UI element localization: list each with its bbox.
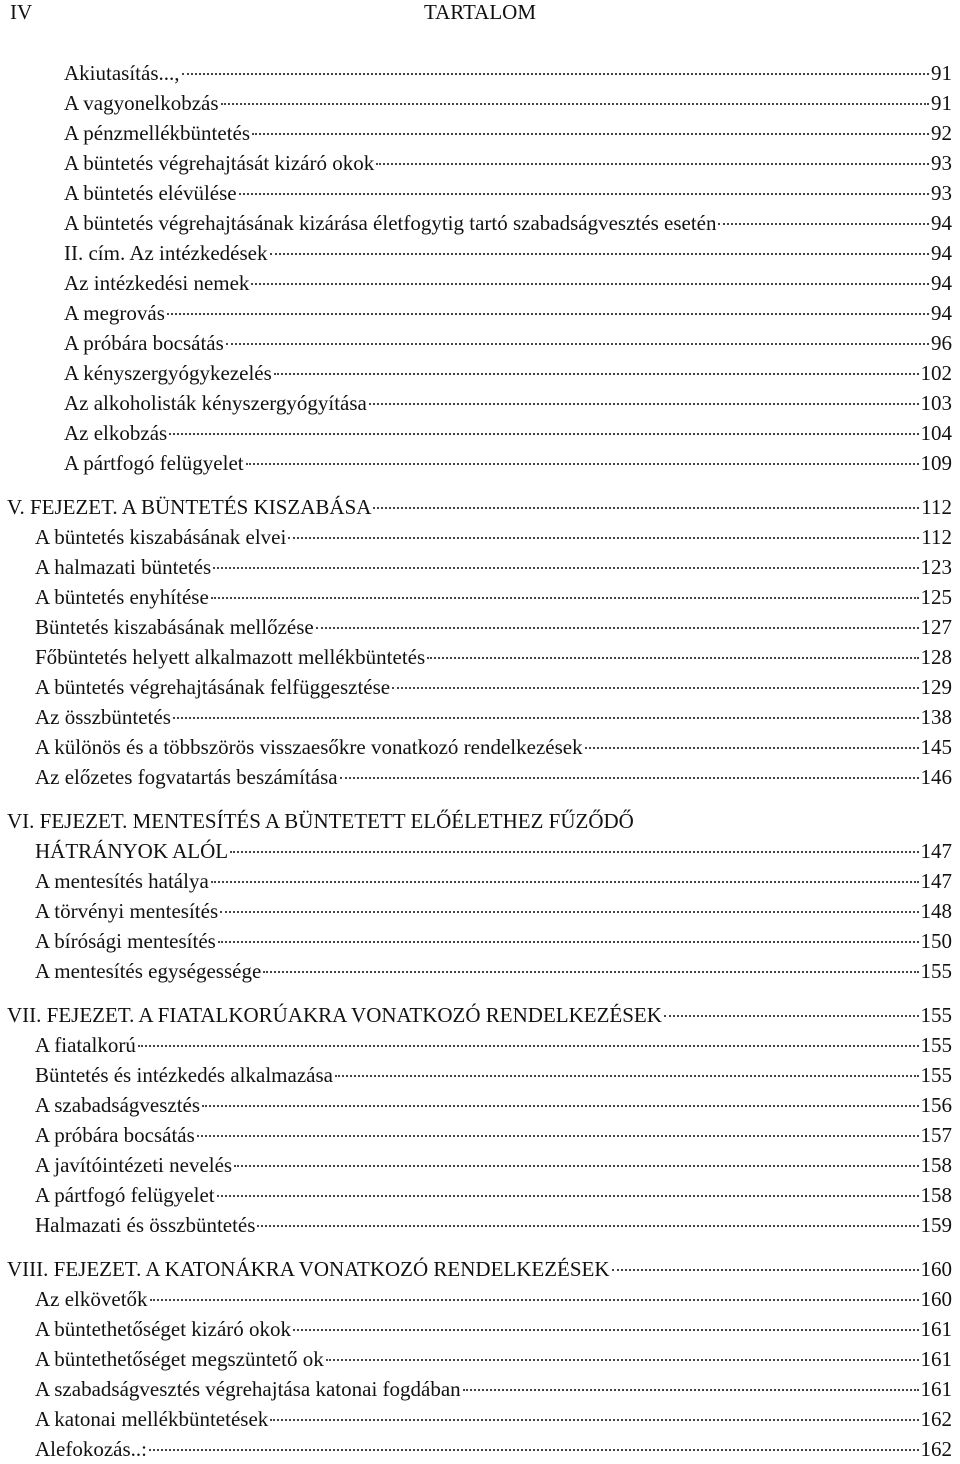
dot-leader [149, 1449, 919, 1451]
dot-leader [138, 1045, 919, 1047]
entry-page-number: 128 [920, 645, 952, 669]
dot-leader [373, 507, 919, 509]
entry-title: A pártfogó felügyelet [35, 1183, 215, 1207]
entry-title: A kényszergyógykezelés [64, 361, 272, 385]
toc-entry [0, 358, 960, 388]
dot-leader [221, 103, 929, 105]
dot-leader [263, 971, 918, 973]
entry-title: A katonai mellékbüntetések [35, 1407, 269, 1431]
entry-title: II. cím. Az intézkedések [64, 241, 268, 265]
toc-entry [0, 522, 960, 552]
entry-title: A pártfogó felügyelet [64, 451, 244, 475]
chapter-heading [0, 1254, 960, 1284]
entry-title: Az alkoholisták kényszergyógyítása [64, 391, 367, 415]
entry-page-number: 94 [931, 211, 952, 235]
dot-leader [326, 1359, 919, 1361]
page-header [0, 0, 960, 28]
toc-entry [0, 866, 960, 896]
dot-leader [167, 313, 929, 315]
entry-page-number: 104 [920, 421, 952, 445]
toc-entry [0, 896, 960, 926]
entry-title: A különös és a többszörös visszaesőkre vonatkozó rendelkezések [35, 735, 583, 759]
dot-leader [197, 1135, 919, 1137]
entry-title: A büntethetőséget kizáró okok [35, 1317, 292, 1341]
entry-title: A pénzmellékbüntetés [64, 121, 251, 145]
entry-title: A büntetés végrehajtását kizáró okok [64, 151, 375, 175]
toc-entry [0, 58, 960, 88]
entry-page-number: 94 [931, 301, 952, 325]
section-gap [0, 986, 960, 1000]
dot-leader [463, 1389, 919, 1391]
dot-leader [220, 911, 918, 913]
dot-leader [246, 463, 919, 465]
toc-entry [0, 1404, 960, 1434]
entry-title: A halmazati büntetés [35, 555, 212, 579]
toc-entry [0, 1180, 960, 1210]
dot-leader [182, 73, 930, 75]
entry-title: Az összbüntetés [35, 705, 171, 729]
dot-leader [340, 777, 919, 779]
entry-title: A törvényi mentesítés [35, 899, 219, 923]
toc-entry [0, 1284, 960, 1314]
dot-leader [585, 747, 919, 749]
entry-title: Alefokozás..: [35, 1437, 147, 1461]
toc-entry [0, 1314, 960, 1344]
entry-title: A büntetés elévülése [64, 181, 237, 205]
toc-entry [0, 418, 960, 448]
dot-leader [218, 941, 919, 943]
toc-entry [0, 118, 960, 148]
entry-page-number: 145 [920, 735, 952, 759]
entry-title: VI. FEJEZET. MENTESÍTÉS A BÜNTETETT ELŐÉLETHEZ FŰZŐDŐ [7, 809, 634, 833]
entry-title: HÁTRÁNYOK ALÓL [35, 839, 229, 863]
entry-page-number: 147 [920, 839, 952, 863]
toc-entry [0, 148, 960, 178]
running-title: TARTALOM [423, 0, 537, 24]
entry-title: Az elkobzás [64, 421, 168, 445]
toc-entry [0, 702, 960, 732]
toc-entry [0, 268, 960, 298]
entry-title: A próbára bocsátás [35, 1123, 195, 1147]
toc-entry [0, 582, 960, 612]
entry-title: Büntetés kiszabásának mellőzése [35, 615, 314, 639]
dot-leader [252, 133, 929, 135]
entry-page-number: 148 [920, 899, 952, 923]
entry-page-number: 112 [921, 495, 952, 519]
entry-title: A bírósági mentesítés [35, 929, 216, 953]
dot-leader [369, 403, 919, 405]
entry-title: A mentesítés hatálya [35, 869, 209, 893]
toc-entry [0, 88, 960, 118]
table-of-contents [0, 58, 960, 1464]
entry-page-number: 161 [920, 1317, 952, 1341]
toc-entry [0, 1374, 960, 1404]
entry-page-number: 93 [931, 181, 952, 205]
entry-page-number: 158 [920, 1183, 952, 1207]
dot-leader [335, 1075, 919, 1077]
section-gap [0, 1240, 960, 1254]
toc-entry [0, 1030, 960, 1060]
entry-page-number: 155 [920, 959, 952, 983]
entry-title: V. FEJEZET. A BÜNTETÉS KISZABÁSA [7, 495, 372, 519]
entry-title: A büntetés végrehajtásának kizárása életfogytig tartó szabadságvesztés esetén [64, 211, 717, 235]
dot-leader [173, 717, 919, 719]
dot-leader [270, 1419, 918, 1421]
entry-page-number: 123 [920, 555, 952, 579]
entry-title: Az előzetes fogvatartás beszámítása [35, 765, 338, 789]
dot-leader [211, 597, 919, 599]
entry-page-number: 150 [920, 929, 952, 953]
section-gap [0, 792, 960, 806]
dot-leader [202, 1105, 918, 1107]
toc-entry [0, 1090, 960, 1120]
dot-leader [257, 1225, 918, 1227]
entry-page-number: 92 [931, 121, 952, 145]
section-gap [0, 478, 960, 492]
entry-title: A büntethetőséget megszüntető ok [35, 1347, 324, 1371]
toc-entry [0, 208, 960, 238]
dot-leader [217, 1195, 919, 1197]
entry-title: A szabadságvesztés végrehajtása katonai fogdában [35, 1377, 461, 1401]
dot-leader [211, 881, 919, 883]
entry-title: A fiatalkorú [35, 1033, 136, 1057]
entry-page-number: 138 [920, 705, 952, 729]
toc-entry [0, 552, 960, 582]
entry-page-number: 96 [931, 331, 952, 355]
dot-leader [612, 1269, 919, 1271]
entry-page-number: 102 [920, 361, 952, 385]
entry-title: Halmazati és összbüntetés [35, 1213, 256, 1237]
chapter-heading-continued [0, 836, 960, 866]
toc-entry [0, 762, 960, 792]
entry-page-number: 127 [920, 615, 952, 639]
dot-leader [226, 343, 929, 345]
dot-leader [293, 1329, 918, 1331]
dot-leader [239, 193, 929, 195]
entry-title: A javítóintézeti nevelés [35, 1153, 233, 1177]
page-number: IV [10, 0, 33, 24]
toc-entry [0, 328, 960, 358]
entry-page-number: 94 [931, 271, 952, 295]
entry-page-number: 161 [920, 1377, 952, 1401]
toc-entry [0, 732, 960, 762]
dot-leader [251, 283, 929, 285]
entry-page-number: 109 [920, 451, 952, 475]
entry-page-number: 94 [931, 241, 952, 265]
dot-leader [169, 433, 918, 435]
entry-title: A mentesítés egységessége [35, 959, 262, 983]
toc-entry [0, 612, 960, 642]
toc-entry [0, 298, 960, 328]
dot-leader [270, 253, 930, 255]
toc-entry [0, 672, 960, 702]
entry-page-number: 162 [920, 1437, 952, 1461]
entry-page-number: 155 [920, 1003, 952, 1027]
dot-leader [213, 567, 918, 569]
dot-leader [288, 537, 919, 539]
entry-title: A szabadságvesztés [35, 1093, 201, 1117]
entry-page-number: 129 [920, 675, 952, 699]
toc-entry [0, 1344, 960, 1374]
entry-title: A büntetés kiszabásának elvei [35, 525, 287, 549]
dot-leader [392, 687, 918, 689]
dot-leader [150, 1299, 919, 1301]
toc-entry [0, 642, 960, 672]
toc-entry [0, 238, 960, 268]
dot-leader [664, 1015, 919, 1017]
entry-page-number: 161 [920, 1347, 952, 1371]
entry-title: A büntetés enyhítése [35, 585, 209, 609]
entry-title: Főbüntetés helyett alkalmazott mellékbüntetés [35, 645, 426, 669]
entry-title: Akiutasítás..., [64, 61, 180, 85]
entry-page-number: 157 [920, 1123, 952, 1147]
entry-page-number: 155 [920, 1033, 952, 1057]
toc-entry [0, 1210, 960, 1240]
entry-page-number: 158 [920, 1153, 952, 1177]
entry-page-number: 93 [931, 151, 952, 175]
entry-title: VIII. FEJEZET. A KATONÁKRA VONATKOZÓ RENDELKEZÉSEK [7, 1257, 610, 1281]
entry-page-number: 147 [920, 869, 952, 893]
entry-page-number: 156 [920, 1093, 952, 1117]
chapter-heading [0, 806, 960, 836]
entry-title: A vagyonelkobzás [64, 91, 219, 115]
toc-entry [0, 1434, 960, 1464]
toc-entry [0, 1150, 960, 1180]
entry-page-number: 91 [931, 61, 952, 85]
entry-page-number: 103 [920, 391, 952, 415]
toc-entry [0, 1060, 960, 1090]
dot-leader [376, 163, 929, 165]
toc-entry [0, 926, 960, 956]
entry-title: Az intézkedési nemek [64, 271, 250, 295]
entry-page-number: 162 [920, 1407, 952, 1431]
entry-title: A megrovás [64, 301, 165, 325]
toc-entry [0, 388, 960, 418]
toc-entry [0, 956, 960, 986]
entry-title: VII. FEJEZET. A FIATALKORÚAKRA VONATKOZÓ RENDELKEZÉSEK [7, 1003, 662, 1027]
entry-title: A próbára bocsátás [64, 331, 224, 355]
chapter-heading [0, 1000, 960, 1030]
dot-leader [230, 851, 918, 853]
chapter-heading [0, 492, 960, 522]
entry-page-number: 91 [931, 91, 952, 115]
entry-page-number: 160 [920, 1287, 952, 1311]
entry-page-number: 160 [920, 1257, 952, 1281]
entry-title: Az elkövetők [35, 1287, 148, 1311]
dot-leader [316, 627, 919, 629]
toc-entry [0, 1120, 960, 1150]
entry-page-number: 159 [920, 1213, 952, 1237]
entry-page-number: 146 [920, 765, 952, 789]
dot-leader [718, 223, 929, 225]
entry-page-number: 125 [920, 585, 952, 609]
entry-title: Büntetés és intézkedés alkalmazása [35, 1063, 333, 1087]
entry-title: A büntetés végrehajtásának felfüggesztése [35, 675, 391, 699]
dot-leader [234, 1165, 918, 1167]
dot-leader [427, 657, 918, 659]
toc-entry [0, 178, 960, 208]
dot-leader [274, 373, 919, 375]
entry-page-number: 155 [920, 1063, 952, 1087]
toc-entry [0, 448, 960, 478]
entry-page-number: 112 [921, 525, 952, 549]
